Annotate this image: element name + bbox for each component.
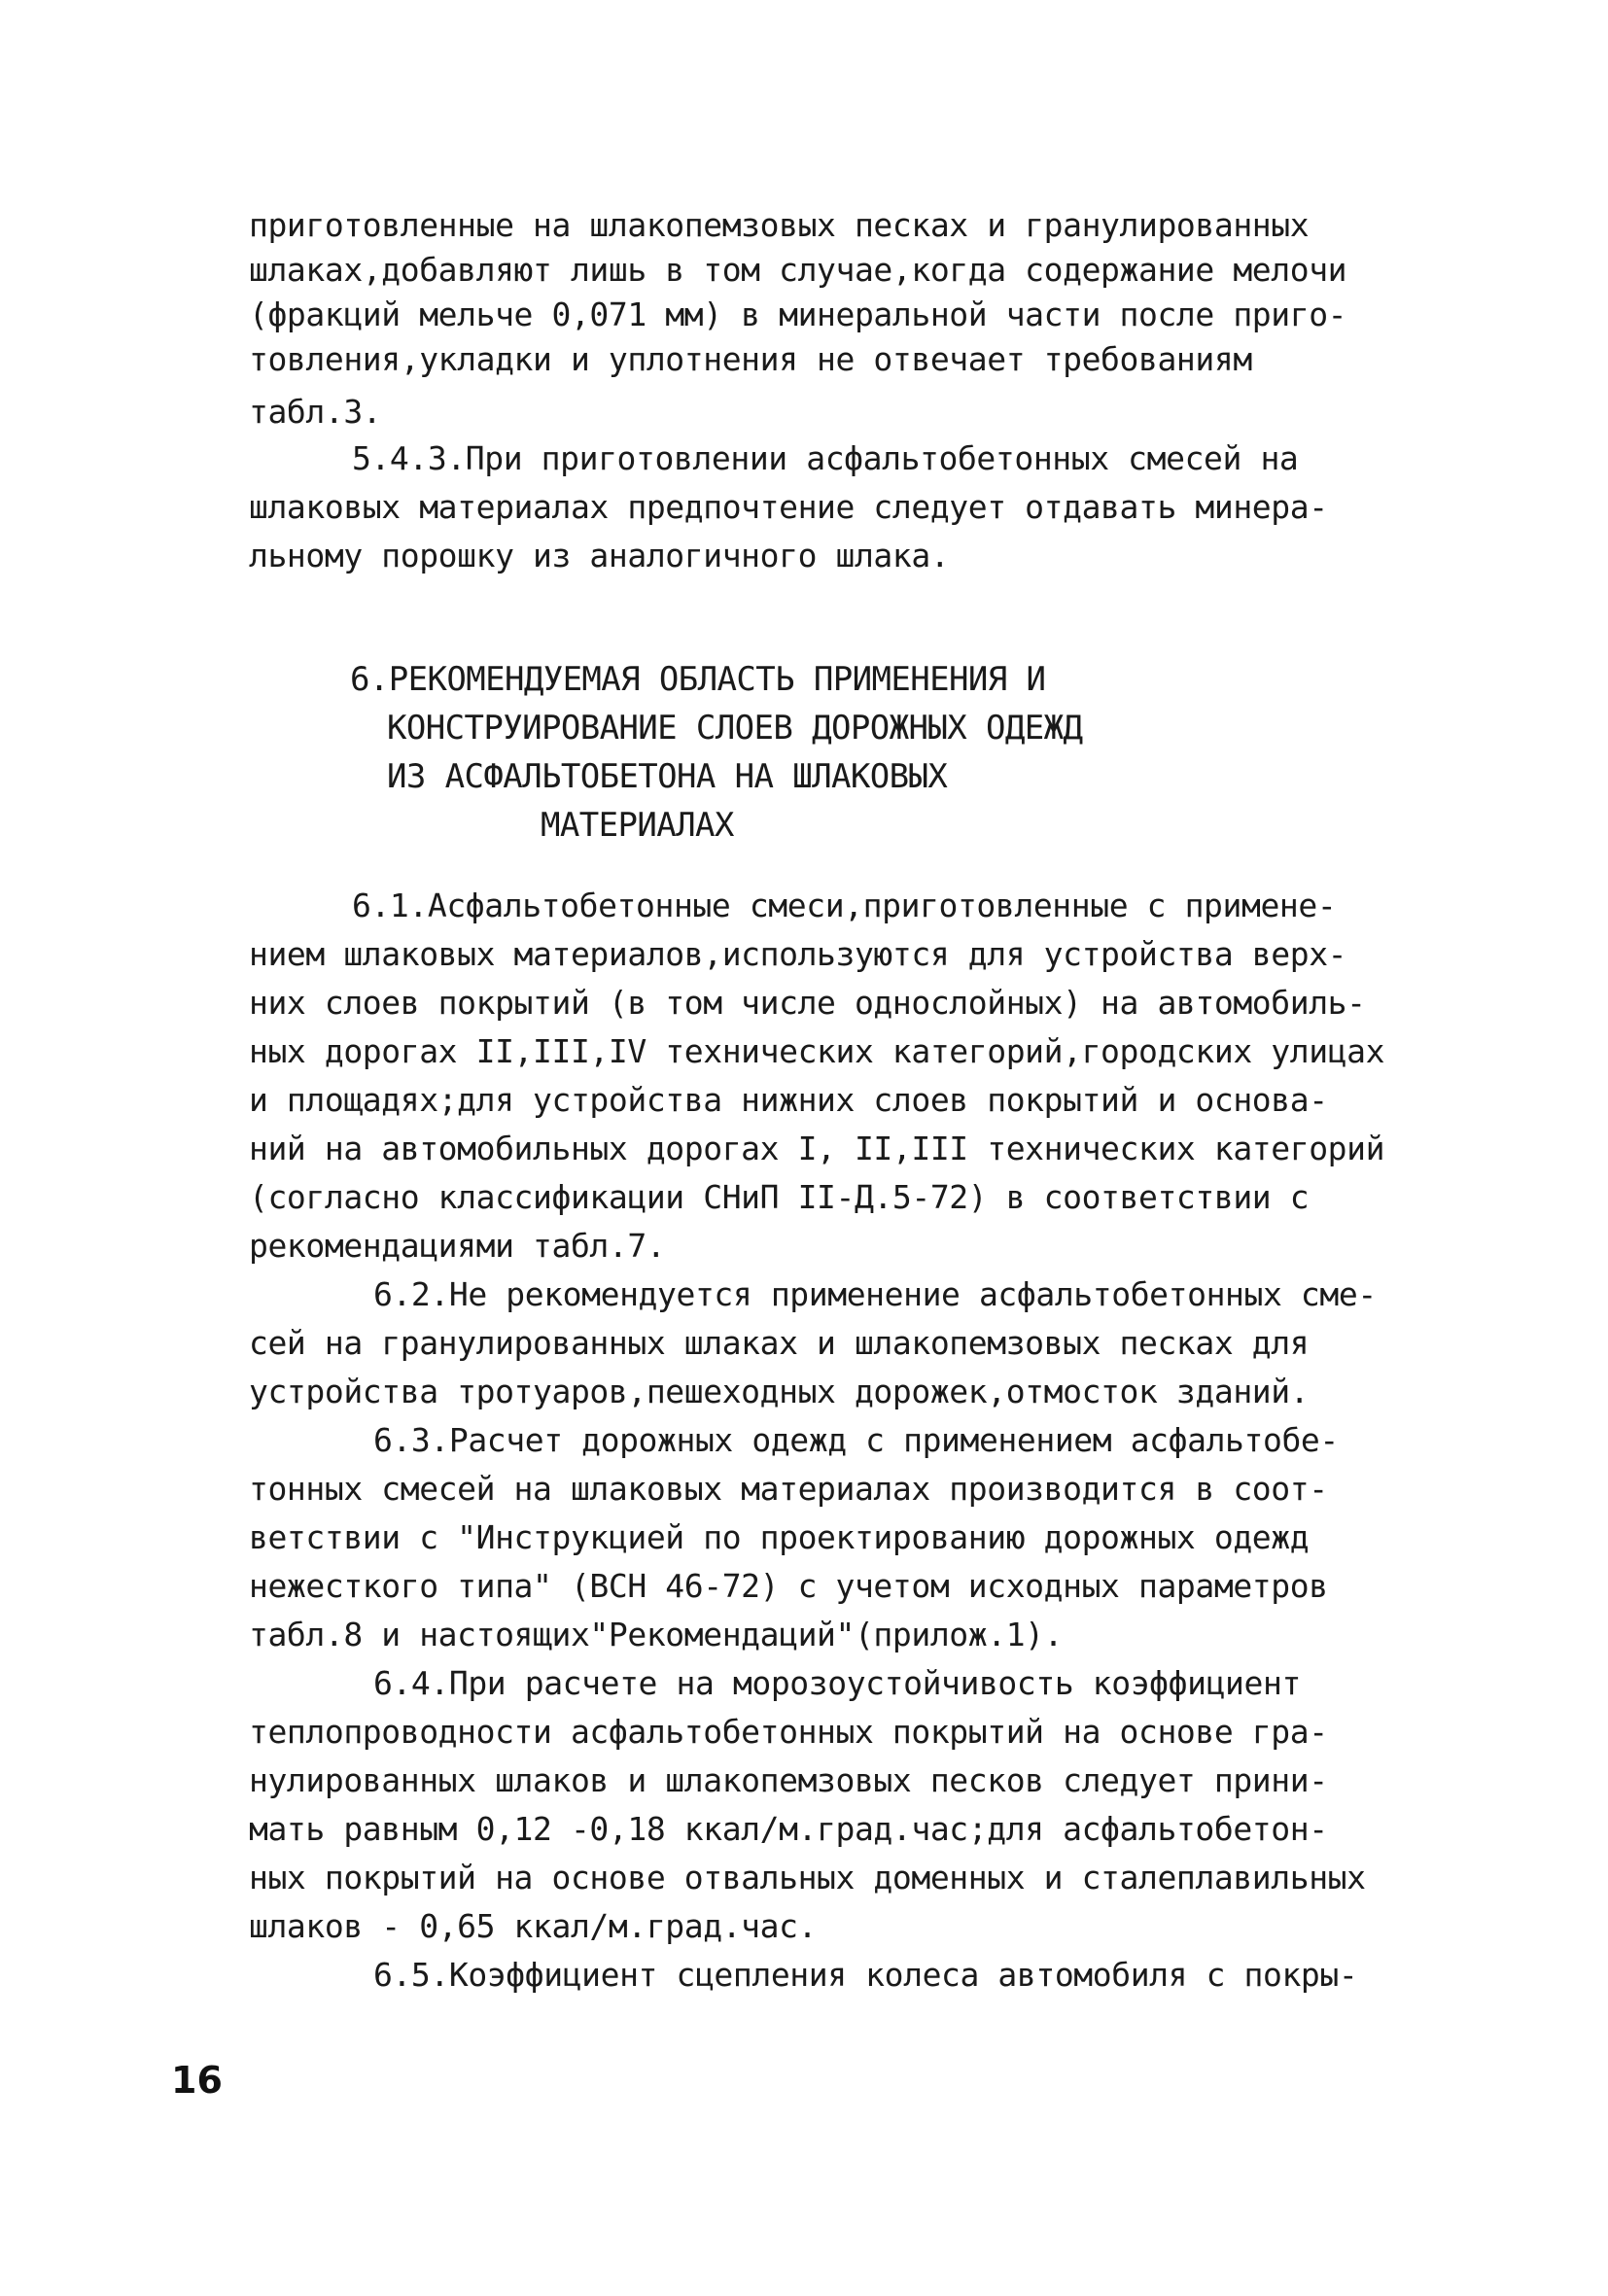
- text-line: ных покрытий на основе отвальных доменных и сталеплавильных: [249, 1859, 1366, 1896]
- text-line: нием шлаковых материалов,используются для устройства верх-: [249, 935, 1347, 973]
- text-line: ных дорогах II,III,IV технических категорий,городских улицах: [249, 1032, 1385, 1070]
- text-line: товления,укладки и уплотнения не отвечает требованиям: [249, 340, 1252, 378]
- text-line: приготовленные на шлакопемзовых песках и гранулированных: [249, 206, 1310, 244]
- text-line: 6.3.Расчет дорожных одежд с применением асфальтобе-: [373, 1421, 1339, 1459]
- text-line: табл.8 и настоящих"Рекомендаций"(прилож.1).: [249, 1616, 1064, 1653]
- text-line: 6.5.Коэффициент сцепления колеса автомобиля с покры-: [373, 1956, 1358, 1994]
- text-line: нежесткого типа" (ВСН 46-72) с учетом исходных параметров: [249, 1567, 1328, 1605]
- text-line: 6.1.Асфальтобетонные смеси,приготовленные с примене-: [352, 887, 1337, 924]
- text-line: 5.4.3.При приготовлении асфальтобетонных смесей на: [352, 439, 1299, 477]
- text-line: рекомендациями табл.7.: [249, 1227, 666, 1265]
- text-line: устройства тротуаров,пешеходных дорожек,отмосток зданий.: [249, 1373, 1310, 1410]
- text-line: мать равным 0,12 -0,18 ккал/м.град.час;для асфальтобетон-: [249, 1810, 1328, 1848]
- text-line: нулированных шлаков и шлакопемзовых песков следует прини-: [249, 1761, 1328, 1799]
- heading-line: МАТЕРИАЛАХ: [541, 806, 734, 845]
- text-line: сей на гранулированных шлаках и шлакопемзовых песках для: [249, 1324, 1310, 1362]
- text-line: льному порошку из аналогичного шлака.: [249, 537, 950, 574]
- text-line: (согласно классификации СНиП II-Д.5-72) в соответствии с: [249, 1178, 1310, 1216]
- text-line: шлаках,добавляют лишь в том случае,когда содержание мелочи: [249, 251, 1347, 289]
- text-line: теплопроводности асфальтобетонных покрытий на основе гра-: [249, 1713, 1328, 1751]
- heading-line: ИЗ АСФАЛЬТОБЕТОНА НА ШЛАКОВЫХ: [387, 757, 948, 796]
- text-line: табл.3.: [249, 393, 382, 431]
- text-line: шлаков - 0,65 ккал/м.град.час.: [249, 1907, 818, 1945]
- text-line: 6.2.Не рекомендуется применение асфальтобетонных сме-: [373, 1275, 1377, 1313]
- text-line: них слоев покрытий (в том числе однослойных) на автомобиль-: [249, 984, 1366, 1022]
- heading-line: 6.РЕКОМЕНДУЕМАЯ ОБЛАСТЬ ПРИМЕНЕНИЯ И: [350, 660, 1046, 699]
- page-number: 16: [171, 2059, 223, 2102]
- text-line: (фракций мельче 0,071 мм) в минеральной части после приго-: [249, 296, 1347, 333]
- text-line: ветствии с "Инструкцией по проектированию дорожных одежд: [249, 1518, 1310, 1556]
- heading-line: КОНСТРУИРОВАНИЕ СЛОЕВ ДОРОЖНЫХ ОДЕЖД: [387, 709, 1083, 748]
- text-line: и площадях;для устройства нижних слоев покрытий и основа-: [249, 1081, 1328, 1119]
- text-line: тонных смесей на шлаковых материалах производится в соот-: [249, 1470, 1328, 1508]
- text-line: шлаковых материалах предпочтение следует отдавать минера-: [249, 488, 1328, 526]
- text-line: ний на автомобильных дорогах I, II,III технических категорий: [249, 1130, 1385, 1167]
- text-line: 6.4.При расчете на морозоустойчивость коэффициент: [373, 1664, 1301, 1702]
